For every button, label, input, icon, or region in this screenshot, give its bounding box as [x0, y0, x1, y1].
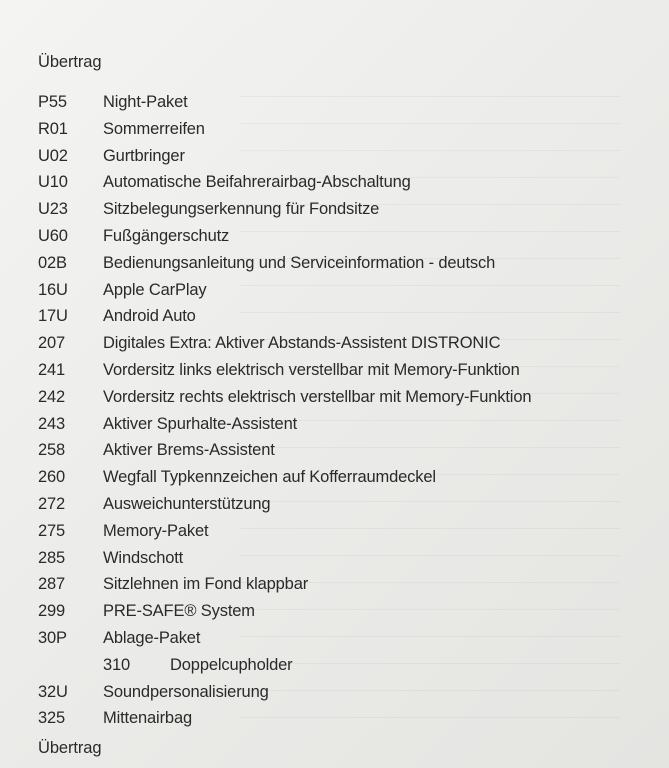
option-description: Memory-Paket	[103, 521, 209, 540]
option-description: Windschott	[103, 548, 184, 567]
list-item	[0, 682, 669, 709]
option-description: Night-Paket	[103, 93, 188, 111]
sub-list-item	[0, 655, 669, 682]
option-description: Ablage-Paket	[103, 628, 201, 647]
list-item	[0, 226, 669, 253]
list-item	[0, 387, 669, 414]
option-description: PRE-SAFE® System	[103, 602, 255, 621]
option-code: 242	[38, 387, 66, 406]
option-code: 30P	[38, 628, 67, 647]
option-description: Bedienungsanleitung und Serviceinformation - deutsch	[103, 253, 496, 272]
option-code: U23	[38, 200, 68, 219]
list-item	[0, 360, 669, 387]
option-description: Vordersitz rechts elektrisch verstellbar mit Memory-Funktion	[103, 387, 532, 406]
list-item	[0, 199, 669, 226]
list-item	[0, 440, 669, 467]
option-code: P55	[38, 93, 67, 111]
list-item	[0, 172, 669, 199]
option-code: U60	[38, 226, 68, 245]
list-item	[0, 601, 669, 628]
option-code: 272	[38, 494, 66, 513]
list-item	[0, 92, 669, 119]
option-description: Automatische Beifahrerairbag-Abschaltung	[103, 173, 411, 192]
carryover-footer: Übertrag	[38, 739, 102, 757]
option-description: Wegfall Typkennzeichen auf Kofferraumdeckel	[103, 468, 436, 487]
option-description: Digitales Extra: Aktiver Abstands-Assistent DISTRONIC	[103, 334, 501, 353]
option-code: 325	[38, 709, 66, 728]
option-description: Sitzbelegungserkennung für Fondsitze	[103, 200, 380, 219]
option-description: Aktiver Spurhalte-Assistent	[103, 414, 298, 433]
list-item	[0, 146, 669, 173]
option-code: U10	[38, 173, 68, 192]
list-item	[0, 708, 669, 735]
list-item	[0, 494, 669, 521]
option-code: 299	[38, 602, 66, 621]
carryover-header: Übertrag	[38, 53, 102, 71]
list-item	[0, 333, 669, 360]
list-item	[0, 119, 669, 146]
option-code: 16U	[38, 280, 68, 299]
option-list	[0, 92, 669, 735]
option-code: 260	[38, 468, 66, 487]
list-item	[0, 521, 669, 548]
option-code: 32U	[38, 682, 68, 701]
option-code: 243	[38, 414, 66, 433]
option-code: 285	[38, 548, 66, 567]
list-item	[0, 548, 669, 575]
option-code: 275	[38, 521, 66, 540]
list-item	[0, 253, 669, 280]
list-item	[0, 414, 669, 441]
list-item	[0, 467, 669, 494]
option-description: Gurtbringer	[103, 146, 185, 165]
option-description: Soundpersonalisierung	[103, 682, 269, 701]
option-code: 207	[38, 334, 66, 353]
option-description: Fußgängerschutz	[103, 226, 230, 245]
option-code: 241	[38, 360, 66, 379]
option-description: Ausweichunterstützung	[103, 494, 271, 513]
option-description: Aktiver Brems-Assistent	[103, 441, 275, 460]
list-item	[0, 574, 669, 601]
option-code: 287	[38, 575, 66, 594]
option-description: Vordersitz links elektrisch verstellbar mit Memory-Funktion	[103, 360, 520, 379]
option-code: R01	[38, 119, 68, 138]
option-code: U02	[38, 146, 68, 165]
option-description: Android Auto	[103, 307, 196, 326]
option-description: Sitzlehnen im Fond klappbar	[103, 575, 309, 594]
option-description: Sommerreifen	[103, 119, 205, 138]
option-code: 310	[103, 655, 131, 674]
list-item	[0, 280, 669, 307]
option-code: 02B	[38, 253, 67, 272]
option-description: Mittenairbag	[103, 709, 192, 728]
option-code: 258	[38, 441, 66, 460]
option-description: Apple CarPlay	[103, 280, 207, 299]
option-description: Doppelcupholder	[170, 655, 293, 674]
list-item	[0, 628, 669, 655]
option-code: 17U	[38, 307, 68, 326]
list-item	[0, 306, 669, 333]
